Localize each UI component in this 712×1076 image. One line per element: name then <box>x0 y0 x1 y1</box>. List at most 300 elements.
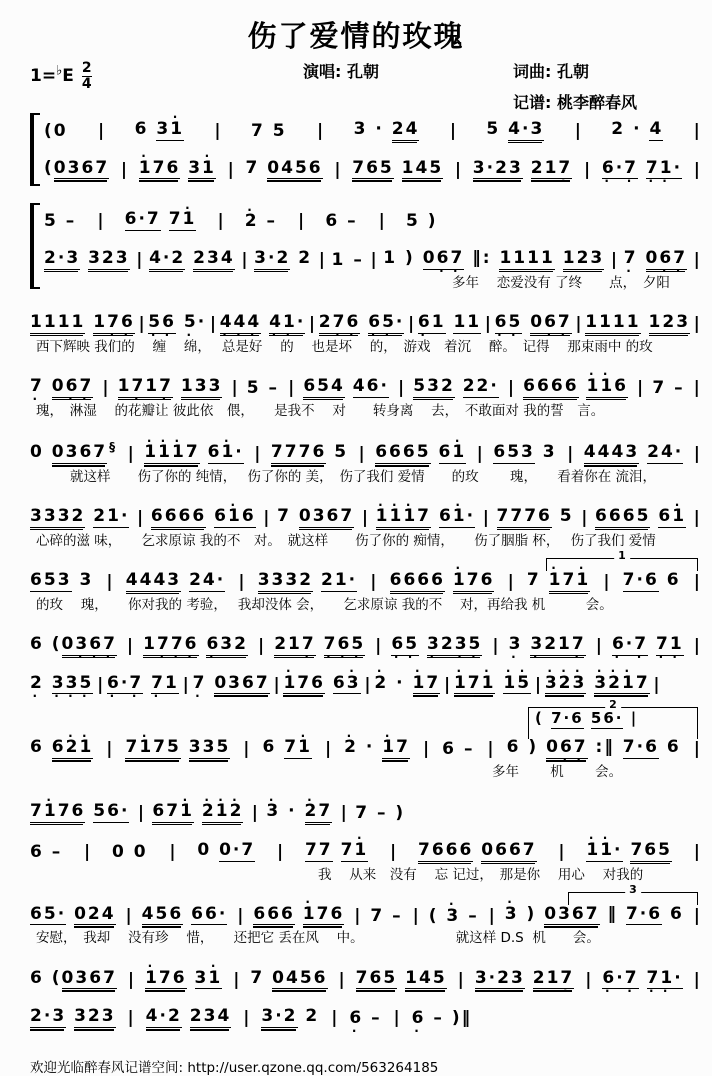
barline: | <box>254 444 261 465</box>
beam-group: 06 ·7 · <box>646 249 688 270</box>
measure: (0 <box>44 121 68 141</box>
lyrics-line: 瑰， 淋湿 的花瓣让 彼此依 偎， 是我不 对 转身离 去， 不敢面对 我的誓 言。 <box>36 402 605 419</box>
notation-line <box>30 832 700 871</box>
beam-group: 21· <box>93 506 130 527</box>
barline: | <box>136 250 143 271</box>
barline: | <box>567 444 574 465</box>
beam-group: · 17 <box>413 674 441 695</box>
measure <box>274 635 365 656</box>
key-signature <box>30 61 92 91</box>
measure <box>584 443 683 464</box>
beam-group: 7 ·1 ·· <box>647 969 683 990</box>
barline: | <box>693 905 700 926</box>
beam-group: 7776 <box>496 506 552 527</box>
beam-group: 6·7 <box>124 209 161 230</box>
notation-line <box>30 498 700 537</box>
music-system <box>30 432 700 486</box>
measure: 7 · 06 ·7 · <box>624 249 687 270</box>
barline: | <box>331 1008 338 1029</box>
measure <box>523 377 628 398</box>
segno-icon: § <box>109 439 118 454</box>
measure: 7 5 <box>251 121 287 141</box>
system-bracket-icon <box>30 115 34 184</box>
barline: | <box>595 635 602 656</box>
barline: | <box>449 121 457 141</box>
barline: | <box>138 313 145 334</box>
beam-group: 217 · <box>531 159 573 180</box>
barline: | <box>334 159 341 180</box>
beam-group: 06 ·7 · <box>546 738 588 759</box>
barline: | <box>693 159 700 180</box>
barline: | <box>257 635 265 656</box>
measure: · 2 · · 17 <box>344 738 410 759</box>
measure: 7 0456 <box>245 157 323 178</box>
beam-group: 0·7 <box>219 839 256 860</box>
beam-group: 7 ·6 ·5 · <box>324 635 366 656</box>
beam-group: 456 <box>141 903 184 924</box>
barline: | <box>214 121 221 141</box>
barline: | <box>97 211 104 232</box>
beam-group: 3 ·3 ·5 · <box>52 674 94 695</box>
beam-group: 0367 <box>53 157 110 178</box>
barline: | <box>317 121 324 141</box>
beam-group: 6· 1 <box>439 443 467 464</box>
measure <box>352 159 443 180</box>
beam-group: 6666 <box>150 506 207 527</box>
measure <box>418 313 481 334</box>
measure: 6 (03 ·6 ·7 · <box>30 635 117 656</box>
barline: | <box>137 803 145 824</box>
flat-icon: ♭ <box>56 63 63 79</box>
barline: | <box>693 739 700 760</box>
beam-group: · 1· 5 <box>503 674 531 695</box>
beam-group: · 176 <box>453 571 495 592</box>
measure <box>44 249 130 270</box>
beam-group: · 176 <box>303 905 345 926</box>
music-system <box>30 793 700 883</box>
volta-notation-line <box>529 708 697 739</box>
beam-group: 03 ·6 ·7 · <box>62 635 117 656</box>
barline: | <box>251 803 258 824</box>
lyrics-line: 心碎的滋 味， 乞求原谅 我的不 对。 就这样 伤了你的 痴情， 伤了胭脂 杯， 伤了我们 爱情 <box>36 532 656 549</box>
beam-group: 5 ·6 · <box>148 313 176 334</box>
measure <box>30 507 129 528</box>
music-system <box>30 882 700 947</box>
barline: | <box>318 250 325 271</box>
beam-group: 6665 <box>375 442 431 463</box>
measure <box>258 571 357 592</box>
beam-group: 17 ·17 · <box>118 377 173 398</box>
measure <box>139 159 216 180</box>
measure: 7 · 0367 <box>193 674 270 695</box>
barline: | <box>231 377 238 398</box>
barline: | <box>693 250 700 271</box>
barline: | <box>237 905 244 926</box>
barline: | <box>227 159 234 180</box>
measure: · 3 ) 0367 ‖ 7·6 6 <box>505 905 684 926</box>
measure: 6 ) 06 ·7 · :‖ 7·6 6 <box>507 738 681 759</box>
beam-group: 11 <box>453 311 482 332</box>
beam-group: 4 <box>649 119 664 139</box>
key-prefix: 1= <box>30 66 57 87</box>
measure: · 3 · · 27 <box>266 802 332 823</box>
beam-group: 6 ··7 · <box>107 674 143 695</box>
beam-group: 7·6 <box>622 570 659 591</box>
measure: 653 3 <box>30 570 94 591</box>
measure <box>473 159 572 180</box>
music-system <box>30 626 700 703</box>
barline: | <box>488 905 495 926</box>
measure: 6 – <box>442 739 475 760</box>
beam-group: 4 ·4 ·4 · <box>220 313 262 334</box>
beam-group: 765 <box>355 967 398 988</box>
measure <box>303 377 389 398</box>
beam-group: 4443 <box>583 442 640 463</box>
credit-performer: 演唱: 孔朝 <box>303 62 379 81</box>
measure: 7 – ) <box>355 803 406 824</box>
barline: | <box>637 377 644 398</box>
measure <box>143 635 248 656</box>
notation-line <box>30 432 700 473</box>
notation-line <box>44 150 700 189</box>
beam-group: 3·2 <box>254 248 291 269</box>
beam-group: 6 ·1 <box>418 313 446 334</box>
beam-group: 4·2 <box>149 248 186 269</box>
barline: | <box>507 572 514 593</box>
measure <box>30 313 135 334</box>
measure: ( · 3 – <box>429 907 479 926</box>
measure <box>125 738 230 759</box>
barline: | <box>393 1008 400 1029</box>
music-system <box>30 368 700 419</box>
barline: | <box>364 674 371 695</box>
beam-group: 6· 1· <box>208 443 244 464</box>
beam-group: 4·2 <box>145 1006 182 1027</box>
beam-group: 123 <box>562 248 605 269</box>
beam-group: 7 ·1 ·· <box>646 159 682 180</box>
barline: | <box>127 969 135 990</box>
beam-group: 4·3 <box>508 119 545 139</box>
beam-group: 3·23 <box>474 967 525 988</box>
barline: | <box>603 572 610 593</box>
barline: | <box>558 841 565 862</box>
measure: 6 – <box>325 211 358 232</box>
barline: | <box>693 969 700 990</box>
beam-group: 3332 <box>257 570 314 591</box>
measure <box>391 635 482 656</box>
music-system <box>30 201 700 291</box>
barline: | <box>484 313 491 334</box>
beam-group: 2·3 <box>44 248 81 269</box>
beam-group: 56· <box>93 801 130 822</box>
beam-group: 6· 2· 1 <box>52 738 94 759</box>
beam-group: 217 · <box>274 635 316 656</box>
barline: | <box>263 508 270 529</box>
barline: | <box>585 969 592 990</box>
barline: | <box>288 377 295 398</box>
barline: | <box>476 444 483 465</box>
barline: | <box>397 377 405 398</box>
footer-note: 欢迎光临醉春风记谱空间: http://user.qzone.qq.com/563264185 <box>30 1060 439 1076</box>
beam-group: 1111 <box>499 248 555 269</box>
beam-group: 46· <box>352 375 389 396</box>
beam-group: 234 <box>189 1006 232 1027</box>
barline: | <box>324 739 332 760</box>
beam-group: 0456 <box>272 967 328 988</box>
beam-group: 7· 175 <box>125 738 180 759</box>
beam-group: 7776 <box>270 442 327 463</box>
beam-group: · 27 <box>305 802 333 823</box>
beam-group: 6666 <box>523 375 579 396</box>
beam-group: 3 ·23 ·5 · <box>427 635 482 656</box>
measure <box>595 507 686 528</box>
barline: | <box>106 739 113 760</box>
beam-group: 3332 <box>30 506 86 527</box>
barline: | <box>693 508 700 529</box>
measure <box>149 249 235 270</box>
measure: 5 – <box>246 377 280 398</box>
beam-group: 0667 <box>481 839 537 860</box>
measure: 6 – <box>30 841 63 862</box>
beam-group: 7·6 <box>625 903 663 924</box>
measure: 6 3· 1 <box>135 120 184 141</box>
notation-line <box>44 111 700 150</box>
beam-group: 17 ·6 · <box>93 313 135 334</box>
beam-group: 532 <box>413 375 455 396</box>
barline: | <box>127 1008 134 1029</box>
score <box>8 109 704 1037</box>
beam-group: 217 · <box>533 969 575 990</box>
beam-group: 145 <box>405 967 447 988</box>
beam-group: · 3· 2· 3 <box>545 674 587 695</box>
measure <box>413 377 499 398</box>
measure: ( 7·6 56· | <box>535 709 639 728</box>
barline: | <box>125 905 132 926</box>
barline: | <box>126 635 134 656</box>
beam-group: 27 ·6 · <box>319 313 361 334</box>
beam-group: 7· 1 <box>284 738 312 759</box>
beam-group: 7· 1 <box>341 841 369 862</box>
volta-bracket <box>568 882 698 905</box>
barline: | <box>693 635 700 656</box>
barline: | <box>137 508 144 529</box>
beam-group: 67· 1 <box>152 802 194 823</box>
beam-group: 3· 1 <box>156 120 184 141</box>
barline: | <box>693 313 700 334</box>
beam-group: 3· 1 <box>195 969 223 990</box>
beam-group: 0367 <box>298 506 355 527</box>
beam-group: 3·23 <box>472 157 523 178</box>
measure <box>585 313 690 334</box>
barline: | <box>233 969 240 990</box>
beam-group: · 1· 16 <box>586 377 628 398</box>
beam-group: 77 <box>304 839 333 860</box>
notation-line <box>30 960 700 999</box>
barline: | <box>243 1008 250 1029</box>
music-system <box>30 960 700 1037</box>
barline: | <box>84 841 91 862</box>
barline: | <box>653 674 660 695</box>
barline: | <box>298 211 305 232</box>
beam-group: 7 ·1 · <box>656 635 684 656</box>
measure: · 2 · · 17 <box>374 674 440 695</box>
barline: | <box>169 841 176 862</box>
measure: 0 0367 § <box>30 439 118 463</box>
barline: | <box>209 313 217 334</box>
beam-group: 4443 <box>125 570 182 591</box>
beam-group: 653 <box>493 442 535 463</box>
barline: | <box>534 674 542 695</box>
measure <box>151 507 256 528</box>
beam-group: 6 ·5 · <box>391 635 419 656</box>
measure <box>253 905 344 926</box>
beam-group: 1111 <box>585 311 641 332</box>
time-denominator: 4 <box>81 75 92 92</box>
beam-group: 6666 <box>389 570 445 591</box>
barline: | <box>583 159 591 180</box>
barline: | <box>238 572 245 593</box>
beam-group: 234 <box>193 248 235 269</box>
measure <box>612 635 684 656</box>
measure: 7776 5 <box>270 442 349 463</box>
time-signature <box>82 61 92 91</box>
beam-group: 133 <box>180 375 223 396</box>
beam-group: 2·3 <box>30 1006 67 1027</box>
barline: | <box>492 635 499 656</box>
beam-group: 145 <box>401 157 444 178</box>
music-system <box>30 304 700 355</box>
barline: | <box>273 674 280 695</box>
barline: | <box>693 444 700 465</box>
volta-number: 1 <box>614 550 630 561</box>
measure <box>30 1007 116 1028</box>
beam-group: 66· <box>191 903 228 924</box>
beam-group: · 17 <box>382 738 410 759</box>
measure: 7 0367 <box>277 506 355 527</box>
measure: 6 · – )‖ <box>412 1009 472 1028</box>
beam-group: 0367 <box>214 672 270 693</box>
beam-group: · 3· 2· 17 <box>594 674 649 695</box>
barline: | <box>408 313 415 334</box>
barline: | <box>102 377 109 398</box>
measure <box>220 313 306 334</box>
beam-group: 1111 <box>30 311 86 332</box>
barline: | <box>106 572 113 593</box>
beam-group: 653 <box>30 570 72 591</box>
barline: | <box>97 674 104 695</box>
beam-group: 335 <box>188 737 231 758</box>
measure: 653 3 <box>493 442 557 463</box>
barline: | <box>370 250 377 271</box>
measure: 5 – <box>44 211 77 232</box>
beam-group: 17 ·7 ·6 · <box>143 635 198 656</box>
barline: | <box>575 313 582 334</box>
barline: | <box>574 121 581 141</box>
beam-group: 6· 1· <box>439 507 475 528</box>
beam-group: 0456 <box>267 157 323 178</box>
beam-group: 06 ·7 · <box>530 313 572 334</box>
measure <box>305 841 368 862</box>
beam-group: · 1· 1· 17 <box>376 507 431 528</box>
measure <box>118 377 223 398</box>
notation-line <box>30 626 700 665</box>
barline: | <box>358 444 365 465</box>
credit-notation: 记谱: 桃李醉春风 <box>513 93 637 112</box>
barline: | <box>308 313 316 334</box>
beam-group: 6 ··7 · <box>602 159 638 180</box>
lyrics-line: 西下辉映 我们的 缠 绵， 总是好 的 也是坏 的， 游戏 着沉 醉。 记得 那束雨中 的玫 <box>36 338 653 355</box>
measure <box>126 571 225 592</box>
beam-group: 666 <box>253 903 295 924</box>
measure: 7 – <box>652 377 685 398</box>
beam-group: · 17· 1 <box>454 674 496 695</box>
beam-group: · 176 <box>145 969 187 990</box>
barline: | <box>390 841 397 862</box>
notation-line <box>30 665 660 704</box>
beam-group: 24 <box>391 119 420 139</box>
music-system <box>30 549 700 613</box>
notation-line <box>30 998 472 1037</box>
barline: | <box>487 739 494 760</box>
measure: 2 · 4 <box>611 119 664 139</box>
beam-group: 323 <box>74 1006 116 1027</box>
beam-group: 7·6 <box>622 737 659 758</box>
barline: | <box>375 635 382 656</box>
measure <box>356 969 447 990</box>
beam-group: 7· 176 <box>30 802 85 823</box>
lyrics-line: 的玫 瑰， 你对我的 考验， 我却没体 会， 乞求原谅 我的不 对，再给我 机 会。 <box>36 596 613 613</box>
measure: 6 · – <box>349 1009 381 1028</box>
barline: | <box>610 250 618 271</box>
beam-group: 024 <box>74 903 116 924</box>
beam-group: 24· <box>647 442 684 463</box>
beam-group: 0367 <box>51 442 108 463</box>
music-system <box>30 698 700 781</box>
measure <box>144 443 243 464</box>
measure: 6 6· 2· 1 <box>30 738 93 759</box>
beam-group: · 176 <box>139 159 181 180</box>
beam-group: 56· <box>590 709 624 728</box>
notation-line <box>30 368 700 407</box>
lyrics-line: 就这样 伤了你的 纯情， 伤了你的 美， 伤了我们 爱情 的玫 瑰， 看着你在 流泪， <box>70 469 656 486</box>
measure <box>545 674 650 695</box>
beam-group: · 176 <box>283 674 325 695</box>
beam-group: 765 <box>630 839 672 860</box>
measure: 3 · 3 ·217 · <box>509 635 586 656</box>
beam-group: 765 <box>352 157 394 178</box>
measure: 2 · 3 ·3 ·5 · <box>30 674 93 695</box>
time-numerator: 2 <box>81 60 92 76</box>
measure: 1 ) 06 ·7 · ‖: 1111 123 <box>383 249 604 270</box>
beam-group: 3 ·217 · <box>530 635 585 656</box>
measure: 3·2 2 <box>254 248 313 269</box>
barline: | <box>217 211 224 232</box>
beam-group: 6 ·5 · <box>495 313 523 334</box>
notation-line <box>30 304 700 343</box>
beam-group: 654 <box>303 375 345 396</box>
beam-group: 06 ·7 · <box>52 377 94 398</box>
measure: 6 (0367 <box>30 967 117 988</box>
lyrics-line: 多年 恋爱没有 了终 点， 夕阳 <box>452 274 670 291</box>
barline: | <box>422 739 430 760</box>
measure <box>602 969 682 990</box>
barline: | <box>693 377 700 398</box>
measure: 0 0·7 <box>197 839 256 860</box>
beam-group: · 1· 1· 17 <box>144 443 199 464</box>
beam-group: 6 ·32 <box>206 635 248 656</box>
barline: | <box>338 969 345 990</box>
key-note: E <box>62 66 74 87</box>
